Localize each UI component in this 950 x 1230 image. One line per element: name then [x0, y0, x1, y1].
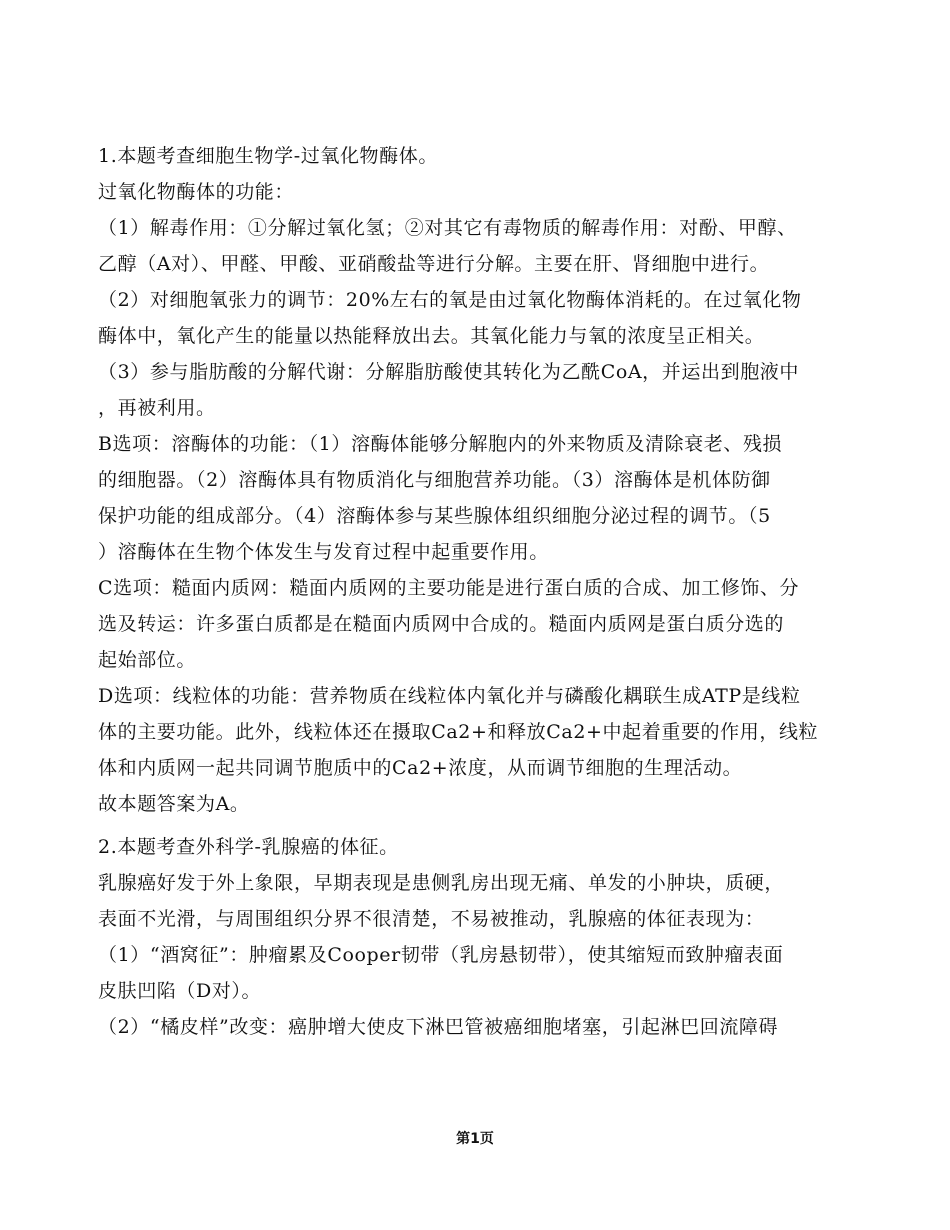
- page-number: 第1页: [456, 1131, 494, 1147]
- text-line: ）溶酶体在生物个体发生与发育过程中起重要作用。: [98, 541, 549, 563]
- text-line: 过氧化物酶体的功能：: [98, 181, 295, 203]
- text-line: （3）参与脂肪酸的分解代谢：分解脂肪酸使其转化为乙酰CoA，并运出到胞液中: [98, 361, 799, 383]
- text-line: C选项：糙面内质网：糙面内质网的主要功能是进行蛋白质的合成、加工修饰、分: [98, 577, 800, 599]
- text-line: 乳腺癌好发于外上象限，早期表现是患侧乳房出现无痛、单发的小肿块，质硬，: [98, 872, 785, 894]
- text-line: （2）“橘皮样”改变：癌肿增大使皮下淋巴管被癌细胞堵塞，引起淋巴回流障碍: [98, 1016, 779, 1038]
- text-line: 体和内质网一起共同调节胞质中的Ca2+浓度，从而调节细胞的生理活动。: [98, 757, 743, 779]
- text-line: 表面不光滑，与周围组织分界不很清楚，不易被推动，乳腺癌的体征表现为：: [98, 908, 765, 930]
- text-line: 保护功能的组成部分。（4）溶酶体参与某些腺体组织细胞分泌过程的调节。（5: [98, 505, 771, 527]
- text-line: 体的主要功能。此外，线粒体还在摄取Ca2+和释放Ca2+中起着重要的作用，线粒: [98, 721, 819, 743]
- text-line: B选项：溶酶体的功能：（1）溶酶体能够分解胞内的外来物质及清除衰老、残损: [98, 433, 783, 455]
- text-line: 皮肤凹陷（D对）。: [98, 980, 262, 1002]
- text-line: 的细胞器。（2）溶酶体具有物质消化与细胞营养功能。（3）溶酶体是机体防御: [98, 469, 771, 491]
- text-line: 酶体中，氧化产生的能量以热能释放出去。其氧化能力与氧的浓度呈正相关。: [98, 325, 765, 347]
- question-1-heading: 1.本题考查细胞生物学-过氧化物酶体。: [98, 145, 438, 167]
- text-line: （1）“酒窝征”：肿瘤累及Cooper韧带（乳房悬韧带），使其缩短而致肿瘤表面: [98, 944, 784, 966]
- text-line: ，再被利用。: [98, 397, 216, 419]
- text-line: 乙醇（A对）、甲醛、甲酸、亚硝酸盐等进行分解。主要在肝、肾细胞中进行。: [98, 253, 770, 275]
- text-line: 选及转运：许多蛋白质都是在糙面内质网中合成的。糙面内质网是蛋白质分选的: [98, 613, 785, 635]
- text-line: 起始部位。: [98, 649, 197, 671]
- text-line: （1）解毒作用：①分解过氧化氢；②对其它有毒物质的解毒作用：对酚、甲醇、: [98, 217, 797, 239]
- question-2-heading: 2.本题考查外科学-乳腺癌的体征。: [98, 836, 399, 858]
- text-line: D选项：线粒体的功能：营养物质在线粒体内氧化并与磷酸化耦联生成ATP是线粒: [98, 685, 801, 707]
- text-line: （2）对细胞氧张力的调节：20%左右的氧是由过氧化物酶体消耗的。在过氧化物: [98, 289, 802, 311]
- document-body: [98, 145, 868, 1052]
- answer-line: 故本题答案为A。: [98, 793, 250, 815]
